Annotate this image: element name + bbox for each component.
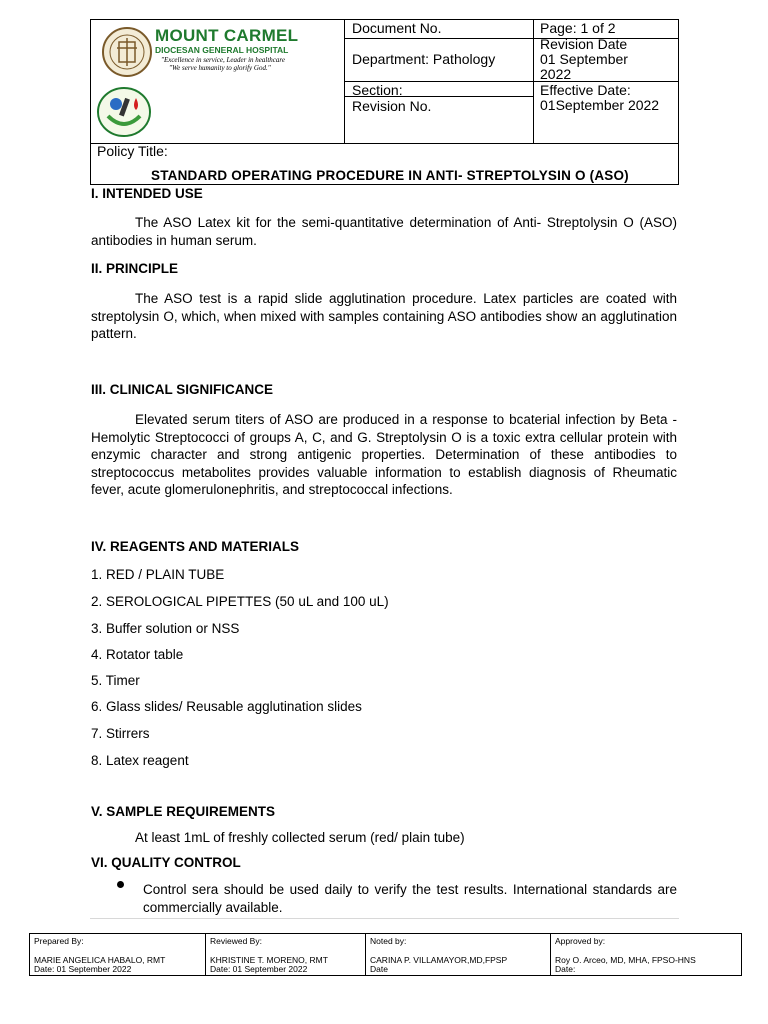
noted-by-date: Date <box>370 964 388 974</box>
effective-date-label: Effective Date: <box>540 82 631 98</box>
reviewed-by-label: Reviewed By: <box>210 936 262 946</box>
bullet-icon <box>117 881 124 888</box>
clinical-significance-heading: III. CLINICAL SIGNIFICANCE <box>91 382 274 397</box>
intended-use-heading: I. INTENDED USE <box>91 186 203 201</box>
revision-date-line1: 01 September <box>540 51 628 67</box>
divider <box>344 38 534 39</box>
prepared-by-cell <box>30 934 206 975</box>
motto-line-1: "Excellence in service, Leader in healthcare <box>161 56 285 64</box>
approved-by-name: Roy O. Arceo, MD, MHA, FPSO-HNS <box>555 955 696 965</box>
list-item: 3. Buffer solution or NSS <box>91 621 240 636</box>
effective-date-value: 01September 2022 <box>540 97 660 113</box>
principle-heading: II. PRINCIPLE <box>91 261 179 276</box>
list-item: 7. Stirrers <box>91 726 150 741</box>
quality-control-heading: VI. QUALITY CONTROL <box>91 855 241 870</box>
list-item: 4. Rotator table <box>91 647 184 662</box>
list-item: 2. SEROLOGICAL PIPETTES (50 uL and 100 uL) <box>91 594 389 609</box>
reagents-heading: IV. REAGENTS AND MATERIALS <box>91 539 300 554</box>
list-item: 5. Timer <box>91 673 140 688</box>
section-label: Section: <box>352 82 403 98</box>
prepared-by-name: MARIE ANGELICA HABALO, RMT <box>34 955 166 965</box>
prepared-by-label: Prepared By: <box>34 936 84 946</box>
clinical-significance-text: Elevated serum titers of ASO are produced in a response to bcaterial infection by Beta - Hemolytic Streptococci of groups A, C, and G. Streptolysin O is a toxic extra cellular protein with enzymic character and strong antigenic properties. Determination of these antibodies to streptococcus metabolites provides valuable information to establish diagnosis of Rheumatic fever, acute glomerulonephritis, and streptococcal infections. <box>91 412 677 497</box>
list-item: 8. Latex reagent <box>91 753 189 768</box>
document-no-label: Document No. <box>352 20 442 36</box>
page-number: Page: 1 of 2 <box>540 20 616 36</box>
document-header-table <box>90 19 679 185</box>
hospital-subname: DIOCESAN GENERAL HOSPITAL <box>155 45 289 55</box>
revision-no-label: Revision No. <box>352 98 432 114</box>
noted-by-name: CARINA P. VILLAMAYOR,MD,FPSP <box>370 955 508 965</box>
department-label: Department: Pathology <box>352 51 496 67</box>
divider <box>91 143 679 144</box>
list-item: 1. RED / PLAIN TUBE <box>91 567 225 582</box>
prepared-by-date: Date: 01 September 2022 <box>34 964 132 974</box>
motto-line-2: "We serve humanity to glorify God." <box>169 64 271 72</box>
approved-by-label: Approved by: <box>555 936 606 946</box>
noted-by-cell <box>366 934 551 975</box>
approved-by-date: Date: <box>555 964 576 974</box>
reviewed-by-cell <box>206 934 366 975</box>
revision-date-line2: 2022 <box>540 66 572 82</box>
quality-control-text: Control sera should be used daily to verify the test results. International standards are commercially available. <box>143 882 677 915</box>
list-item: 6. Glass slides/ Reusable agglutination slides <box>91 699 362 714</box>
reviewed-by-name: KHRISTINE T. MORENO, RMT <box>210 955 328 965</box>
noted-by-label: Noted by: <box>370 936 407 946</box>
signature-table <box>29 933 742 976</box>
revision-date-label: Revision Date <box>540 36 628 52</box>
reviewed-by-date: Date: 01 September 2022 <box>210 964 308 974</box>
pathology-department-logo <box>96 86 152 138</box>
principle-text: The ASO test is a rapid slide agglutination procedure. Latex particles are coated with streptolysin O, which, when mixed with samples containing ASO antibodies show an agglutination pattern. <box>91 291 677 341</box>
hospital-seal-logo <box>101 26 153 78</box>
hospital-name: MOUNT CARMEL <box>155 26 299 45</box>
intended-use-text: The ASO Latex kit for the semi-quantitative determination of Anti- Streptolysin O (ASO) antibodies in human serum. <box>91 215 677 248</box>
policy-title-label: Policy Title: <box>97 143 168 159</box>
sample-requirements-heading: V. SAMPLE REQUIREMENTS <box>91 804 276 819</box>
sample-requirements-text: At least 1mL of freshly collected serum (red/ plain tube) <box>135 830 465 845</box>
policy-title: STANDARD OPERATING PROCEDURE IN ANTI- STREPTOLYSIN O (ASO) <box>151 168 629 183</box>
approved-by-cell <box>551 934 741 975</box>
page-bottom-rule <box>90 918 679 919</box>
